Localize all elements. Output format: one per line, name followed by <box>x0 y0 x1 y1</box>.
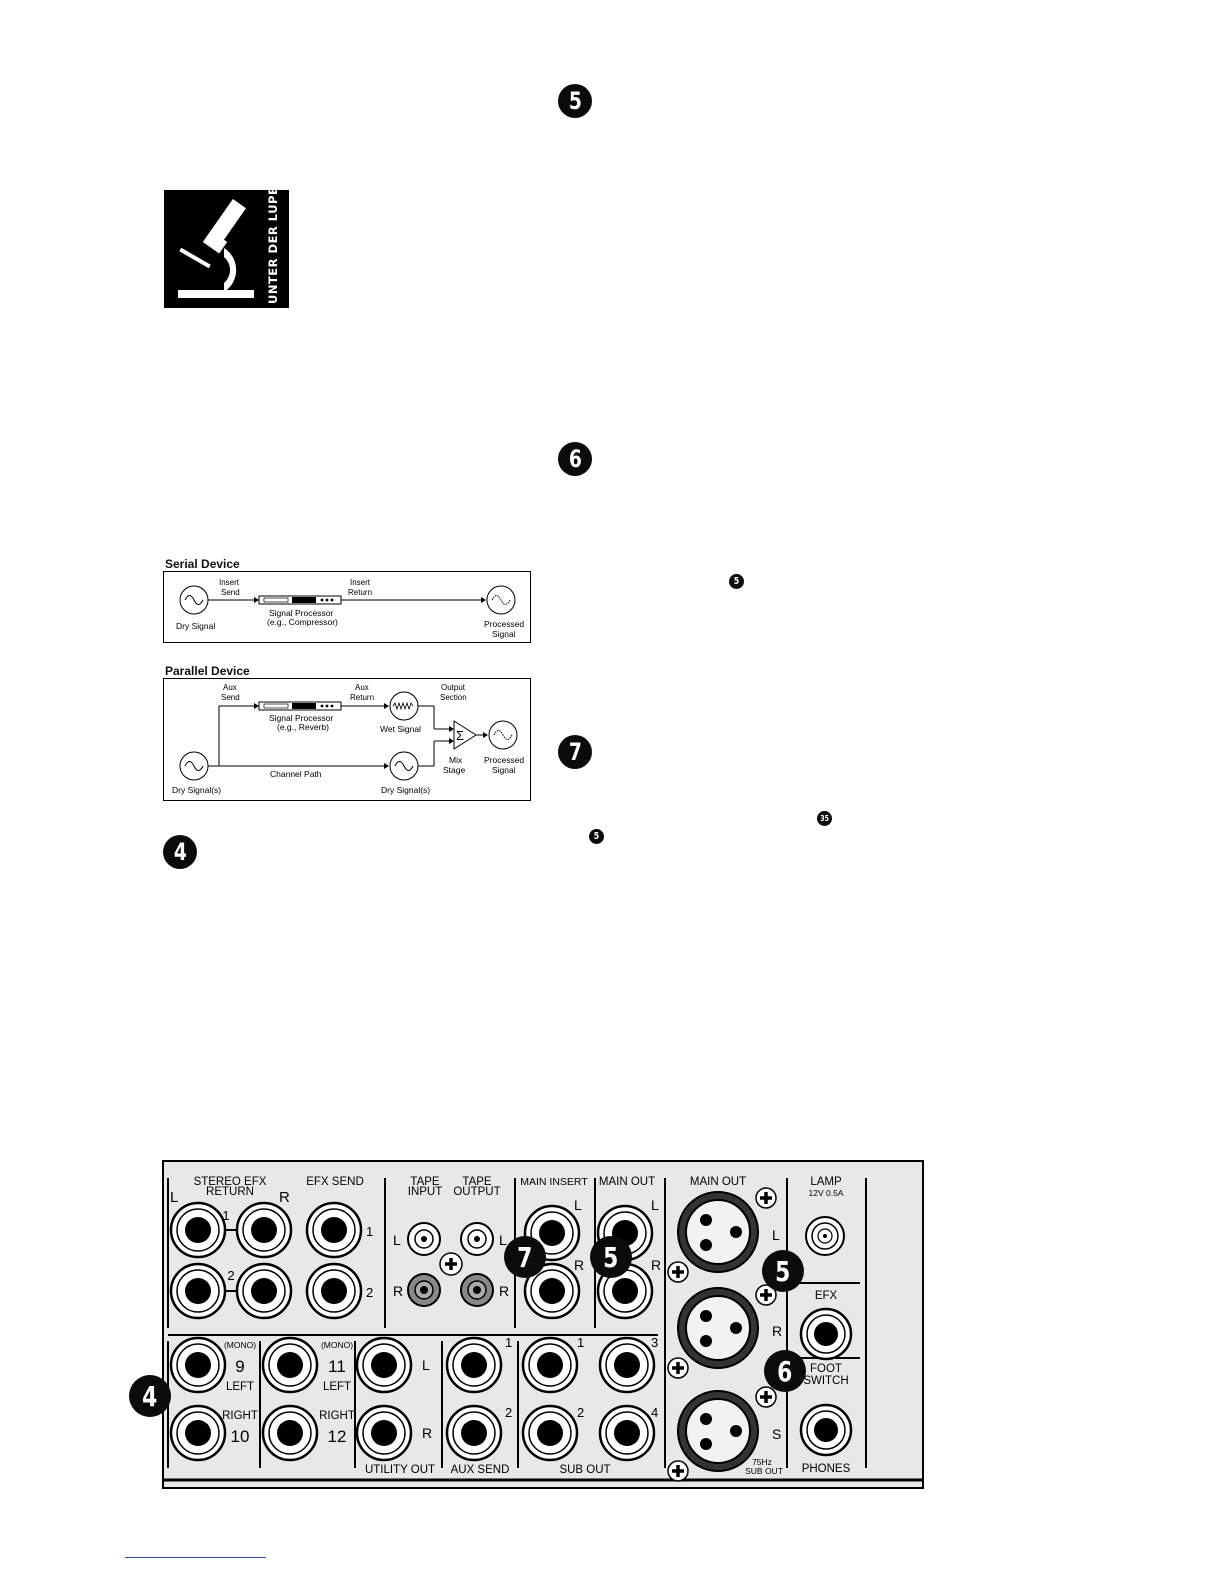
svg-text:S: S <box>772 1426 782 1442</box>
svg-text:9: 9 <box>235 1357 245 1376</box>
svg-text:2: 2 <box>227 1268 235 1283</box>
panel-callout-5b: 5 <box>762 1250 804 1292</box>
jack <box>171 1264 225 1318</box>
ref-badge-35: 35 <box>817 811 832 826</box>
svg-text:(MONO): (MONO) <box>223 1340 257 1350</box>
svg-text:4: 4 <box>651 1405 659 1420</box>
logo-label: UNTER DER LUPE <box>266 186 280 304</box>
svg-text:SUB OUT: SUB OUT <box>745 1466 783 1476</box>
svg-text:R: R <box>393 1283 404 1299</box>
svg-text:INPUT: INPUT <box>407 1186 443 1198</box>
svg-text:11: 11 <box>328 1357 346 1376</box>
svg-text:Dry Signal(s): Dry Signal(s) <box>172 785 222 795</box>
jack <box>523 1406 577 1460</box>
footer-rule <box>125 1557 266 1558</box>
svg-text:Signal: Signal <box>492 629 516 639</box>
jack <box>263 1338 317 1392</box>
svg-text:TAPE: TAPE <box>462 1176 492 1188</box>
jack <box>600 1406 654 1460</box>
panel-callout-4: 4 <box>129 1375 171 1417</box>
svg-text:L: L <box>170 1189 179 1206</box>
svg-text:L: L <box>499 1232 507 1248</box>
svg-text:75Hz: 75Hz <box>752 1457 772 1467</box>
svg-text:PHONES: PHONES <box>801 1463 851 1475</box>
svg-text:Aux: Aux <box>223 683 237 692</box>
svg-text:Stage: Stage <box>443 765 466 775</box>
svg-text:12V 0.5A: 12V 0.5A <box>808 1188 844 1198</box>
svg-text:2: 2 <box>577 1405 585 1420</box>
svg-text:R: R <box>279 1189 290 1206</box>
jack <box>801 1309 851 1359</box>
svg-text:Send: Send <box>221 588 240 597</box>
jack <box>447 1338 501 1392</box>
svg-text:Mix: Mix <box>449 755 463 765</box>
parallel-device-diagram <box>163 678 531 801</box>
svg-text:FOOT: FOOT <box>810 1363 842 1375</box>
svg-text:10: 10 <box>230 1427 250 1446</box>
svg-text:R: R <box>422 1425 433 1441</box>
svg-text:Return: Return <box>348 588 373 597</box>
svg-text:L: L <box>772 1227 780 1243</box>
jack <box>171 1338 225 1392</box>
jack <box>307 1264 361 1318</box>
svg-text:Return: Return <box>350 693 375 702</box>
jack <box>171 1406 225 1460</box>
svg-text:LAMP: LAMP <box>810 1176 842 1188</box>
panel-callout-6: 6 <box>764 1350 806 1392</box>
jack <box>357 1406 411 1460</box>
svg-text:MAIN INSERT: MAIN INSERT <box>520 1176 588 1188</box>
svg-text:MAIN OUT: MAIN OUT <box>689 1176 747 1188</box>
svg-text:Section: Section <box>440 693 467 702</box>
svg-text:Channel Path: Channel Path <box>270 769 322 779</box>
svg-text:SWITCH: SWITCH <box>803 1375 849 1387</box>
svg-text:RIGHT: RIGHT <box>222 1410 258 1422</box>
serial-device-diagram <box>163 571 531 643</box>
svg-text:UTILITY OUT: UTILITY OUT <box>364 1464 436 1476</box>
jack <box>171 1203 225 1257</box>
svg-text:Σ: Σ <box>456 728 465 743</box>
svg-text:EFX SEND: EFX SEND <box>306 1176 364 1188</box>
jack <box>600 1338 654 1392</box>
svg-text:1: 1 <box>577 1335 585 1350</box>
svg-text:Dry Signal(s): Dry Signal(s) <box>381 785 431 795</box>
svg-text:MAIN OUT: MAIN OUT <box>598 1176 656 1188</box>
lamp-connector <box>806 1217 844 1255</box>
ref-badge-5b: 5 <box>589 829 604 844</box>
serial-device-title: Serial Device <box>165 557 240 571</box>
svg-text:Aux: Aux <box>355 683 369 692</box>
section-4-badge: 4 <box>163 835 197 869</box>
svg-text:1: 1 <box>222 1208 230 1223</box>
section-7-badge: 7 <box>558 735 592 769</box>
svg-text:Insert: Insert <box>350 578 371 587</box>
svg-text:AUX SEND: AUX SEND <box>450 1464 510 1476</box>
svg-text:SUB OUT: SUB OUT <box>559 1464 611 1476</box>
svg-text:2: 2 <box>505 1405 513 1420</box>
svg-text:OUTPUT: OUTPUT <box>453 1186 501 1198</box>
svg-text:RIGHT: RIGHT <box>319 1410 355 1422</box>
svg-text:Signal Processor: Signal Processor <box>269 608 334 618</box>
svg-text:(MONO): (MONO) <box>320 1340 354 1350</box>
jack <box>307 1203 361 1257</box>
section-5-badge: 5 <box>558 84 592 118</box>
svg-text:2: 2 <box>366 1285 374 1300</box>
svg-text:RETURN: RETURN <box>206 1186 254 1198</box>
svg-text:R: R <box>772 1323 783 1339</box>
rear-panel-illustration <box>160 1158 926 1492</box>
svg-text:TAPE: TAPE <box>410 1176 440 1188</box>
panel-callout-7: 7 <box>504 1236 546 1278</box>
svg-text:R: R <box>499 1283 510 1299</box>
svg-text:Insert: Insert <box>219 578 240 587</box>
svg-text:EFX: EFX <box>814 1290 838 1302</box>
jack <box>263 1406 317 1460</box>
svg-text:Output: Output <box>441 683 466 692</box>
ref-badge-5: 5 <box>729 574 744 589</box>
svg-text:LEFT: LEFT <box>225 1381 255 1393</box>
jack <box>447 1406 501 1460</box>
svg-text:L: L <box>574 1197 582 1213</box>
svg-text:(e.g., Reverb): (e.g., Reverb) <box>277 722 329 732</box>
svg-text:LEFT: LEFT <box>322 1381 352 1393</box>
dry-signal-label: Dry Signal <box>176 621 216 631</box>
svg-text:L: L <box>422 1357 430 1373</box>
svg-text:R: R <box>574 1257 585 1273</box>
svg-text:Signal: Signal <box>492 765 516 775</box>
svg-text:(e.g., Compressor): (e.g., Compressor) <box>267 617 338 627</box>
svg-text:Processed: Processed <box>484 755 525 765</box>
panel-callout-5a: 5 <box>590 1236 632 1278</box>
section-6-badge: 6 <box>558 442 592 476</box>
svg-text:STEREO EFX: STEREO EFX <box>193 1176 267 1188</box>
svg-text:Send: Send <box>221 693 240 702</box>
svg-text:Wet Signal: Wet Signal <box>380 724 421 734</box>
svg-text:Processed: Processed <box>484 619 525 629</box>
svg-text:1: 1 <box>505 1335 513 1350</box>
jack <box>357 1338 411 1392</box>
svg-text:3: 3 <box>651 1335 659 1350</box>
svg-text:1: 1 <box>366 1224 374 1239</box>
svg-text:L: L <box>393 1232 401 1248</box>
svg-text:12: 12 <box>327 1427 347 1446</box>
jack <box>237 1203 291 1257</box>
parallel-device-title: Parallel Device <box>165 664 250 678</box>
svg-text:Signal Processor: Signal Processor <box>269 713 334 723</box>
svg-text:R: R <box>651 1257 662 1273</box>
jack <box>523 1338 577 1392</box>
jack <box>237 1264 291 1318</box>
svg-text:L: L <box>651 1197 659 1213</box>
jack <box>801 1405 851 1455</box>
